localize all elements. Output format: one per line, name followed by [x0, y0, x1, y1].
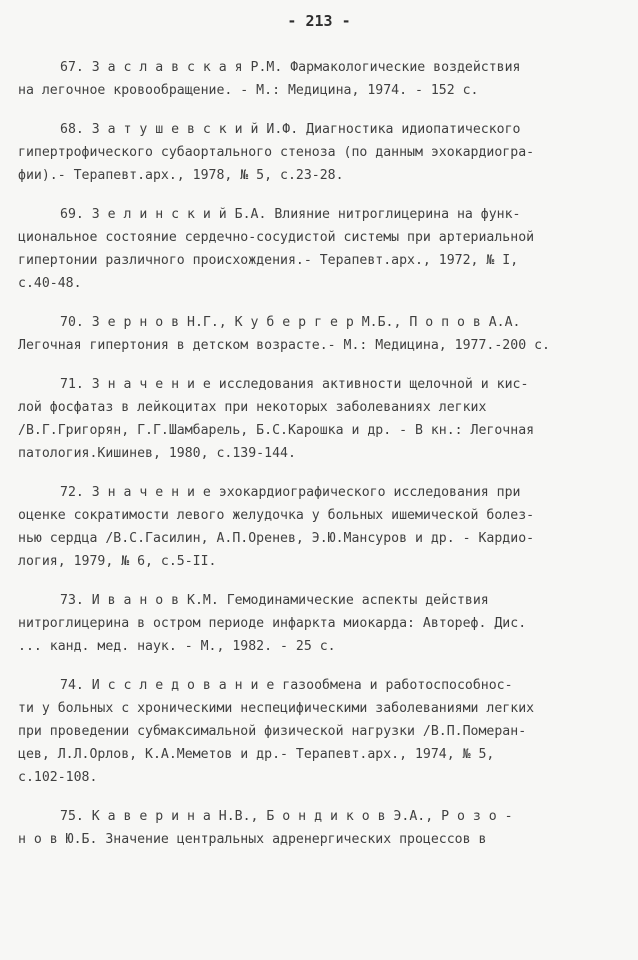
entry-first-line: 75. К а в е р и н а Н.В., Б о н д и к о в Э.А., Р о з о -	[60, 809, 513, 824]
entry-line: гипертрофического субаортального стеноза (по данным эхокардиогра-	[18, 145, 535, 160]
entry-line: лой фосфатаз в лейкоцитах при некоторых заболеваниях легких	[18, 400, 487, 415]
entry-line: оценке сократимости левого желудочка у больных ишемической болез-	[18, 508, 535, 523]
entry-first-line: 69. З е л и н с к и й Б.А. Влияние нитроглицерина на функ-	[60, 207, 521, 222]
entry-first-line: 73. И в а н о в К.М. Гемодинамические аспекты действия	[60, 593, 489, 608]
entry-first-line: 74. И с с л е д о в а н и е газообмена и работоспособнос-	[60, 678, 513, 693]
entry-first-line: 67. З а с л а в с к а я Р.М. Фармакологические воздействия	[60, 60, 521, 75]
entry-line: на легочное кровообращение. - М.: Медицина, 1974. - 152 с.	[18, 83, 479, 98]
entry-line: гипертонии различного происхождения.- Терапевт.арх., 1972, № I,	[18, 253, 519, 268]
entry-line: нью сердца /В.С.Гасилин, А.П.Оренев, Э.Ю.Мансуров и др. - Кардио-	[18, 531, 535, 546]
entry-line: н о в Ю.Б. Значение центральных адренергических процессов в	[18, 832, 487, 847]
entry-first-line: 71. З н а ч е н и е исследования активности щелочной и кис-	[60, 377, 529, 392]
entry-line: при проведении субмаксимальной физической нагрузки /В.П.Померан-	[18, 724, 527, 739]
entry-line: циональное состояние сердечно-сосудистой системы при артериальной	[18, 230, 535, 245]
entry-line: цев, Л.Л.Орлов, К.А.Меметов и др.- Терапевт.арх., 1974, № 5,	[18, 747, 495, 762]
entry-first-line: 68. З а т у ш е в с к и й И.Ф. Диагностика идиопатического	[60, 122, 521, 137]
entry-line: нитроглицерина в остром периоде инфаркта миокарда: Автореф. Дис.	[18, 616, 527, 631]
entry-line: патология.Кишинев, 1980, с.139-144.	[18, 446, 296, 461]
entry-line: логия, 1979, № 6, с.5-II.	[18, 554, 217, 569]
entry-line: ... канд. мед. наук. - М., 1982. - 25 с.	[18, 639, 336, 654]
entry-line: Легочная гипертония в детском возрасте.- М.: Медицина, 1977.-200 с.	[18, 338, 550, 353]
entry-first-line: 70. З е р н о в Н.Г., К у б е р г е р М.Б., П о п о в А.А.	[60, 315, 521, 330]
entry-line: с.40-48.	[18, 276, 82, 291]
entry-line: ти у больных с хроническими неспецифическими заболеваниями легких	[18, 701, 535, 716]
entry-line: с.102-108.	[18, 770, 98, 785]
entry-line: фии).- Терапевт.арх., 1978, № 5, с.23-28.	[18, 168, 344, 183]
page-number: - 213 -	[287, 12, 351, 30]
entry-first-line: 72. З н а ч е н и е эхокардиографического исследования при	[60, 485, 521, 500]
entry-line: /В.Г.Григорян, Г.Г.Шамбарель, Б.С.Карошка и др. - В кн.: Легочная	[18, 423, 535, 438]
